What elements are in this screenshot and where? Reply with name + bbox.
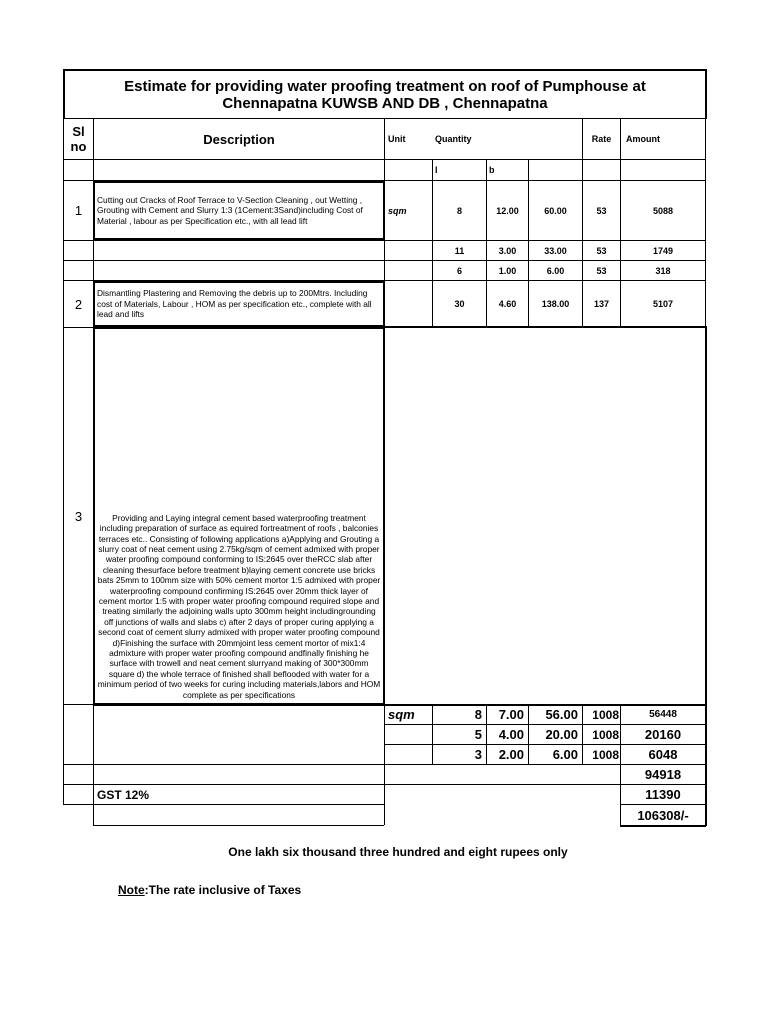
header-quantity: Quantity [435, 134, 472, 144]
amount-in-words: One lakh six thousand three hundred and eight rupees only [228, 845, 568, 859]
item-3-row-3-amount: 6048 [648, 747, 678, 762]
title-line-1: Estimate for providing water proofing treatment on roof of Pumphouse at [124, 77, 646, 95]
item-2-description: Dismantling Plastering and Removing the debris up to 200Mtrs. Including cost of Materials, Labour , HOM as per specification etc., complete with all lead and lifts [93, 281, 385, 327]
note-text: :The rate inclusive of Taxes [144, 883, 302, 897]
item-1-row-2-l: 3.00 [498, 245, 517, 256]
item-1-row-1-rate: 53 [596, 205, 607, 216]
item-1-row-3-b: 6.00 [546, 265, 565, 276]
header-sl-no: Sl no [70, 124, 87, 154]
header-unit: Unit [388, 134, 406, 144]
item-1-row-3-rate: 53 [596, 265, 607, 276]
subheader-b: b [489, 165, 495, 175]
item-1-row-2-rate: 53 [596, 245, 607, 256]
item-3-row-2-no: 5 [474, 727, 482, 742]
subtotal-amount: 94918 [644, 767, 682, 782]
item-1-row-1-l: 12.00 [496, 205, 519, 216]
item-3-row-1-b: 56.00 [545, 707, 578, 722]
header-rate: Rate [591, 134, 612, 144]
title-line-2: Chennapatna KUWSB AND DB , Chennapatna [222, 94, 548, 112]
item-3-description-text: Providing and Laying integral cement based waterproofing treatment including preparation of surface as equired fortreatment of roofs , balconies terraces etc.. Consisting of following applications a)Applying and Grouting a slurry coat of neat cement using 2.75kg/sqm of cement admixed with proper water proofing compound conforming to IS:2645 over theRCC slab after cleaning thesurface before treatment b)laying cement concrete use bricks bats 25mm to 100mm size with 50% cement mortor 1:5 admixed with proper waterproofing compound confirming IS:2645 over 20mm thick layer of cement mortor 1:5 with proper water proofing compound required slope and treating similarly the adjoining walls upto 300mm height includingrounding off junctions of walls and slabs c) after 2 days of proper curing applying a second coat of cement slurry admixed with proper water proofing compound d)Finishing the surface with 20mmjoint less cement mortor of mix1:4 admixture with proper water proofing compound andfinally finishing he surface with trowell and neat cement slurryand making of 300*300mm square d) the whole terrace of finished shall beflooded with water for a minimum period of two weeks for curing including materials,labors and HOM complete as per specifications [97, 512, 381, 700]
item-3-sl: 3 [74, 508, 83, 524]
item-1-row-1-b: 60.00 [544, 205, 567, 216]
item-2-row-1-l: 4.60 [498, 299, 517, 309]
item-1-row-3-amount: 318 [655, 265, 671, 276]
note [118, 880, 518, 900]
item-1-row-1-amount: 5088 [652, 205, 674, 216]
item-2-row-1-b: 138.00 [541, 299, 570, 309]
item-1-row-2-b: 33.00 [544, 245, 567, 256]
header-amount: Amount [626, 134, 660, 144]
item-2-row-1-rate: 137 [593, 299, 610, 309]
item-3-row-1-amount: 56448 [649, 709, 677, 720]
item-2-sl: 2 [74, 296, 83, 312]
item-3-row-2-l: 4.00 [498, 727, 524, 742]
item-3-row-3-no: 3 [474, 747, 482, 762]
item-1-row-3-no: 6 [456, 265, 462, 276]
item-1-row-2-no: 11 [454, 245, 465, 256]
item-1-sl: 1 [74, 203, 83, 218]
item-1-row-3-l: 1.00 [498, 265, 517, 276]
item-3-row-2-rate: 1008 [592, 727, 619, 742]
header-description: Description [203, 131, 275, 147]
note-label: Note [118, 883, 145, 897]
item-3-row-2-amount: 20160 [644, 727, 682, 742]
page-title [65, 71, 705, 118]
item-3-row-3-l: 2.00 [498, 747, 524, 762]
item-3-row-1-l: 7.00 [498, 707, 524, 722]
grand-total: 106308/- [637, 807, 689, 823]
item-3-unit: sqm [388, 707, 415, 722]
item-1-row-1-no: 8 [456, 205, 462, 216]
item-3-description [93, 327, 385, 705]
item-3-row-1-rate: 1008 [592, 707, 619, 722]
item-3-row-1-no: 8 [474, 707, 482, 722]
gst-label: GST 12% [97, 787, 150, 802]
item-1-description: Cutting out Cracks of Roof Terrace to V-Section Cleaning , out Wetting , Grouting with Cement and Slurry 1:3 (1Cement:3Sand)including Cost of Material , labour as per Specification etc., with all lead lift [93, 181, 385, 240]
item-3-row-3-rate: 1008 [592, 747, 619, 762]
item-3-row-2-b: 20.00 [545, 727, 578, 742]
item-1-row-2-amount: 1749 [652, 245, 674, 256]
item-1-unit: sqm [388, 205, 407, 216]
item-3-row-3-b: 6.00 [552, 747, 578, 762]
gst-amount: 11390 [645, 787, 681, 802]
subheader-l: l [435, 165, 438, 175]
item-2-row-1-amount: 5107 [652, 299, 674, 309]
item-2-row-1-no: 30 [454, 299, 465, 309]
